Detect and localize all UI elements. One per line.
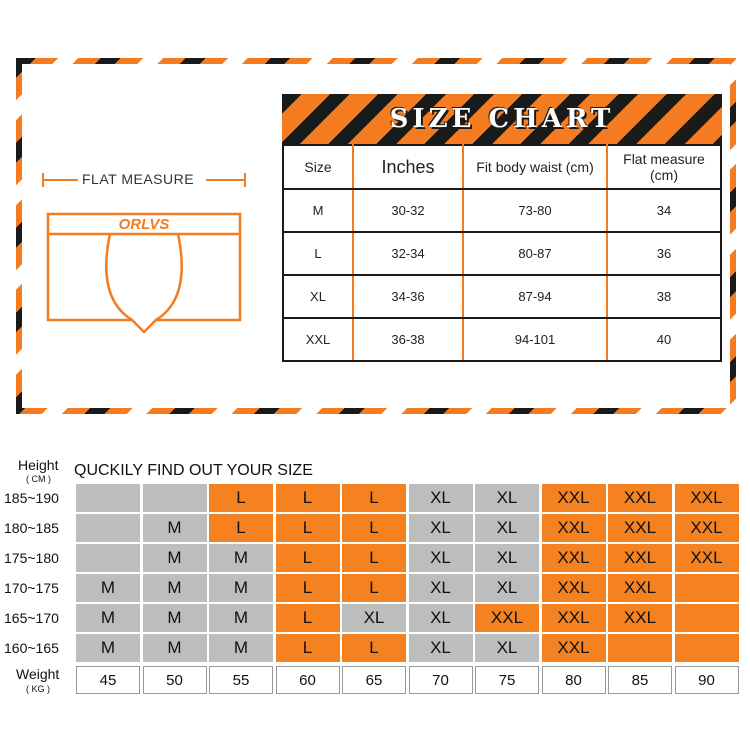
size-cell: XXL bbox=[542, 544, 606, 572]
size-cell: L bbox=[342, 484, 406, 512]
table-cell: L bbox=[283, 232, 353, 275]
size-cell: XXL bbox=[542, 574, 606, 602]
size-cell bbox=[143, 484, 207, 512]
size-cell: XXL bbox=[608, 604, 672, 632]
table-cell: M bbox=[283, 189, 353, 232]
size-cell: XXL bbox=[608, 514, 672, 542]
size-cell: XXL bbox=[608, 484, 672, 512]
size-cell: L bbox=[276, 604, 340, 632]
size-cell: XL bbox=[475, 514, 539, 542]
size-cell bbox=[675, 574, 739, 602]
size-cell bbox=[76, 484, 140, 512]
size-cell: XXL bbox=[542, 604, 606, 632]
flat-measure-tick-right bbox=[244, 173, 246, 187]
table-row bbox=[283, 232, 721, 275]
flat-measure-line-left bbox=[42, 179, 78, 181]
size-cell: M bbox=[143, 604, 207, 632]
table-cell: 36 bbox=[607, 232, 721, 275]
size-cell: M bbox=[209, 574, 273, 602]
size-chart bbox=[282, 94, 722, 370]
size-cell: M bbox=[143, 634, 207, 662]
brand-logo: ORLVS bbox=[118, 216, 170, 233]
table-cell: 36-38 bbox=[353, 318, 463, 361]
size-cell: XXL bbox=[675, 514, 739, 542]
height-axis-unit: ( CM ) bbox=[26, 474, 51, 484]
size-cell: L bbox=[276, 484, 340, 512]
table-cell: 73-80 bbox=[463, 189, 607, 232]
table-row bbox=[283, 275, 721, 318]
weight-column-label: 80 bbox=[542, 666, 606, 694]
table-header-cell: Flat measure (cm) bbox=[607, 145, 721, 189]
height-axis-label: Height bbox=[18, 457, 59, 473]
size-cell: XXL bbox=[542, 484, 606, 512]
size-cell: L bbox=[342, 634, 406, 662]
weight-axis-unit: ( KG ) bbox=[26, 684, 50, 694]
size-cell: XL bbox=[475, 484, 539, 512]
flat-measure-indicator bbox=[42, 170, 246, 190]
size-cell: M bbox=[143, 544, 207, 572]
pouch-outline bbox=[106, 234, 181, 320]
weight-column-label: 55 bbox=[209, 666, 273, 694]
height-row-label: 165~170 bbox=[4, 610, 59, 626]
size-cell bbox=[675, 604, 739, 632]
table-row bbox=[283, 189, 721, 232]
size-cell: M bbox=[143, 574, 207, 602]
table-cell: 80-87 bbox=[463, 232, 607, 275]
weight-column-label: 75 bbox=[475, 666, 539, 694]
height-row-label: 180~185 bbox=[4, 520, 59, 536]
size-cell: L bbox=[276, 574, 340, 602]
table-header-row bbox=[283, 145, 721, 189]
weight-axis-label: Weight bbox=[16, 666, 60, 682]
garment-outline bbox=[48, 234, 240, 332]
weight-column-label: 70 bbox=[409, 666, 473, 694]
size-cell: XL bbox=[409, 574, 473, 602]
size-cell: L bbox=[342, 574, 406, 602]
size-cell: XL bbox=[475, 544, 539, 572]
size-cell: M bbox=[209, 634, 273, 662]
size-cell: XL bbox=[475, 634, 539, 662]
size-cell: M bbox=[209, 604, 273, 632]
table-cell: 34 bbox=[607, 189, 721, 232]
size-cell bbox=[608, 634, 672, 662]
size-cell: M bbox=[209, 544, 273, 572]
size-cell: L bbox=[276, 514, 340, 542]
size-cell: L bbox=[276, 634, 340, 662]
flat-measure-line-right bbox=[206, 179, 246, 181]
height-row-label: 185~190 bbox=[4, 490, 59, 506]
height-row-label: 170~175 bbox=[4, 580, 59, 596]
size-cell: XXL bbox=[542, 634, 606, 662]
size-cell: L bbox=[209, 514, 273, 542]
size-cell: M bbox=[76, 634, 140, 662]
height-row-label: 160~165 bbox=[4, 640, 59, 656]
table-cell: 34-36 bbox=[353, 275, 463, 318]
size-cell: L bbox=[209, 484, 273, 512]
size-cell: XL bbox=[409, 604, 473, 632]
size-cell bbox=[76, 514, 140, 542]
size-chart-header bbox=[282, 94, 722, 146]
table-cell: 40 bbox=[607, 318, 721, 361]
size-chart-table bbox=[282, 144, 722, 362]
size-chart-title: SIZE CHART bbox=[389, 104, 615, 134]
size-cell: L bbox=[342, 514, 406, 542]
size-cell: M bbox=[76, 574, 140, 602]
size-cell: XXL bbox=[675, 544, 739, 572]
table-header-cell: Fit body waist (cm) bbox=[463, 145, 607, 189]
size-cell: L bbox=[276, 544, 340, 572]
size-cell: XXL bbox=[608, 544, 672, 572]
table-cell: 94-101 bbox=[463, 318, 607, 361]
table-cell: XXL bbox=[283, 318, 353, 361]
quick-size-title: QUCKILY FIND OUT YOUR SIZE bbox=[74, 462, 313, 479]
table-header-cell: Inches bbox=[353, 145, 463, 189]
table-header-cell: Size bbox=[283, 145, 353, 189]
size-cell: XXL bbox=[542, 514, 606, 542]
boxer-briefs-illustration bbox=[46, 212, 242, 336]
weight-column-label: 85 bbox=[608, 666, 672, 694]
weight-column-label: 60 bbox=[276, 666, 340, 694]
size-cell: M bbox=[143, 514, 207, 542]
size-cell: XL bbox=[475, 574, 539, 602]
table-row bbox=[283, 318, 721, 361]
table-cell: 87-94 bbox=[463, 275, 607, 318]
weight-column-label: 65 bbox=[342, 666, 406, 694]
height-row-label: 175~180 bbox=[4, 550, 59, 566]
size-cell bbox=[76, 544, 140, 572]
table-cell: XL bbox=[283, 275, 353, 318]
table-cell: 38 bbox=[607, 275, 721, 318]
size-cell: XL bbox=[409, 544, 473, 572]
size-cell: XL bbox=[409, 634, 473, 662]
size-cell: XXL bbox=[608, 574, 672, 602]
flat-measure-label: FLAT MEASURE bbox=[82, 171, 195, 187]
size-cell: XXL bbox=[675, 484, 739, 512]
size-cell: XL bbox=[342, 604, 406, 632]
weight-column-label: 90 bbox=[675, 666, 739, 694]
weight-column-label: 50 bbox=[143, 666, 207, 694]
size-cell: XL bbox=[409, 514, 473, 542]
weight-column-label: 45 bbox=[76, 666, 140, 694]
table-cell: 32-34 bbox=[353, 232, 463, 275]
size-cell: M bbox=[76, 604, 140, 632]
size-cell: L bbox=[342, 544, 406, 572]
table-cell: 30-32 bbox=[353, 189, 463, 232]
size-cell bbox=[675, 634, 739, 662]
size-cell: XL bbox=[409, 484, 473, 512]
size-cell: XXL bbox=[475, 604, 539, 632]
